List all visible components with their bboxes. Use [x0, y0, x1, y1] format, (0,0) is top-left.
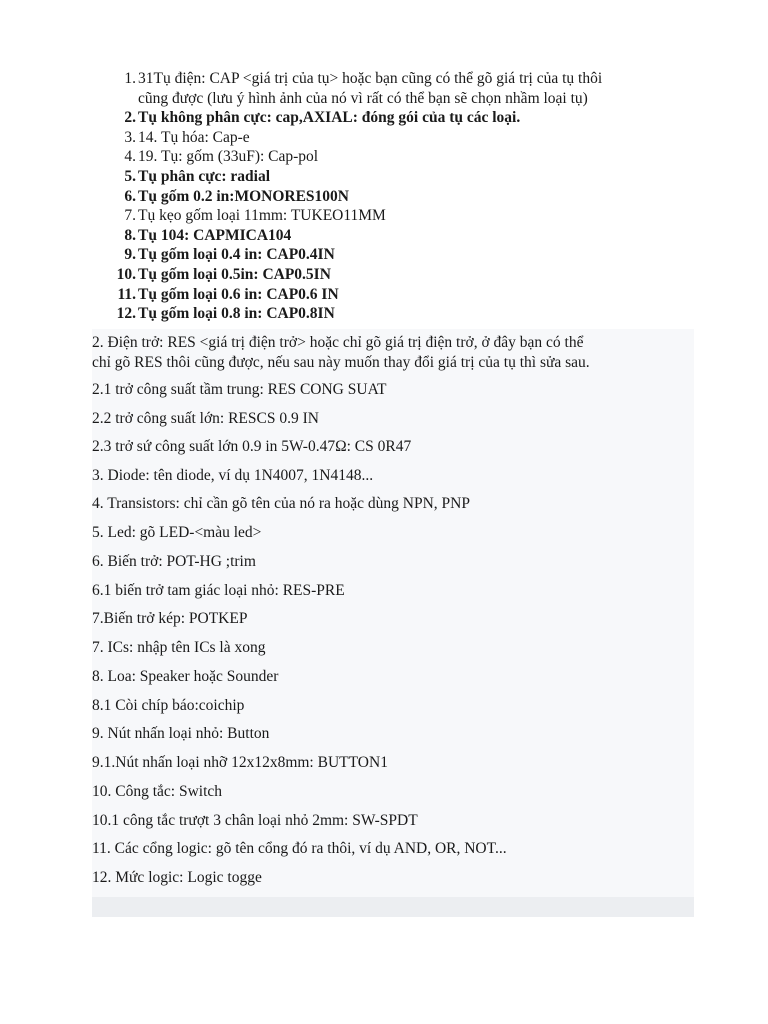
- list-item: [110, 108, 710, 128]
- list-number: 5.: [124, 167, 136, 185]
- list-text: Tụ gốm loại 0.5in: CAP0.5IN: [138, 265, 331, 283]
- resistor-intro-paragraph: [92, 333, 694, 372]
- entry-line: 10.1 công tắc trượt 3 chân loại nhỏ 2mm: SW-SPDT: [92, 812, 418, 829]
- list-text: 14. Tụ hóa: Cap-e: [138, 128, 250, 146]
- list-number: 7.: [124, 207, 136, 225]
- list-item: [110, 245, 710, 265]
- entry-line: 2.2 trở công suất lớn: RESCS 0.9 IN: [92, 410, 319, 427]
- list-number: 3.: [124, 128, 136, 146]
- list-text: Tụ không phân cực: cap,AXIAL: đóng gói của tụ các loại.: [138, 109, 521, 127]
- entry-line: 5. Led: gõ LED-<màu led>: [92, 524, 262, 541]
- entry-line: 8.1 Còi chíp báo:coichip: [92, 697, 245, 714]
- entry-line: 7. ICs: nhập tên ICs là xong: [92, 639, 266, 656]
- entry-line: 6. Biến trở: POT-HG ;trim: [92, 553, 256, 570]
- list-number: 4.: [124, 148, 136, 166]
- entry-line: 2.1 trở công suất tầm trung: RES CONG SUAT: [92, 381, 387, 398]
- list-text: 19. Tụ: gốm (33uF): Cap-pol: [138, 148, 319, 166]
- entry-line: 4. Transistors: chỉ cần gõ tên của nó ra hoặc dùng NPN, PNP: [92, 495, 470, 512]
- bottom-divider-bar: [92, 897, 694, 917]
- list-item: [110, 147, 710, 167]
- entry-line: 6.1 biến trở tam giác loại nhỏ: RES-PRE: [92, 582, 345, 599]
- list-number: 1.: [124, 70, 136, 87]
- list-number: 10.: [116, 265, 136, 283]
- list-text: Tụ phân cực: radial: [138, 167, 271, 185]
- entry-line: 9.1.Nút nhấn loại nhỡ 12x12x8mm: BUTTON1: [92, 754, 388, 771]
- list-item: [110, 226, 710, 246]
- list-text: 31Tụ điện: CAP <giá trị của tụ> hoặc bạn cũng có thể gõ giá trị của tụ thôi: [138, 70, 603, 87]
- entry-line: 8. Loa: Speaker hoặc Sounder: [92, 668, 279, 685]
- list-text-continuation: cũng được (lưu ý hình ảnh của nó vì rất có thể bạn sẽ chọn nhầm loại tụ): [138, 89, 588, 107]
- list-item: [110, 304, 710, 324]
- list-text: Tụ gốm loại 0.4 in: CAP0.4IN: [138, 246, 335, 264]
- list-text: Tụ gốm 0.2 in:MONORES100N: [138, 187, 349, 205]
- list-item: [110, 285, 710, 305]
- list-item: [110, 206, 710, 226]
- list-item: [110, 69, 710, 108]
- list-number: 12.: [116, 305, 136, 323]
- list-text: Tụ gốm loại 0.6 in: CAP0.6 IN: [138, 285, 339, 303]
- list-text: Tụ 104: CAPMICA104: [138, 226, 292, 244]
- capacitor-list: [110, 69, 710, 324]
- list-number: 11.: [117, 285, 136, 303]
- entry-line: 12. Mức logic: Logic togge: [92, 869, 262, 886]
- entry-line: 9. Nút nhấn loại nhỏ: Button: [92, 725, 270, 742]
- entry-line: 11. Các cổng logic: gõ tên cổng đó ra thôi, ví dụ AND, OR, NOT...: [92, 840, 507, 857]
- entry-line: 2.3 trở sứ công suất lớn 0.9 in 5W-0.47Ω: CS 0R47: [92, 438, 412, 455]
- resistor-intro-line-1: 2. Điện trở: RES <giá trị điện trở> hoặc chỉ gõ giá trị điện trở, ở đây bạn có thể: [92, 334, 584, 351]
- list-number: 8.: [124, 226, 136, 244]
- list-number: 9.: [124, 246, 136, 264]
- list-number: 6.: [124, 187, 136, 205]
- resistor-intro-line-2: chỉ gõ RES thôi cũng được, nếu sau này muốn thay đổi giá trị của tụ thì sửa sau.: [92, 353, 590, 371]
- list-text: Tụ kẹo gốm loại 11mm: TUKEO11MM: [138, 207, 386, 225]
- list-number: 2.: [124, 109, 136, 127]
- list-item: [110, 167, 710, 187]
- entry-line: 3. Diode: tên diode, ví dụ 1N4007, 1N4148...: [92, 467, 374, 484]
- entry-line: 7.Biến trở kép: POTKEP: [92, 610, 248, 627]
- list-text: Tụ gốm loại 0.8 in: CAP0.8IN: [138, 305, 335, 323]
- entry-line: 10. Công tắc: Switch: [92, 783, 223, 800]
- list-item: [110, 187, 710, 207]
- list-item: [110, 265, 710, 285]
- list-item: [110, 128, 710, 148]
